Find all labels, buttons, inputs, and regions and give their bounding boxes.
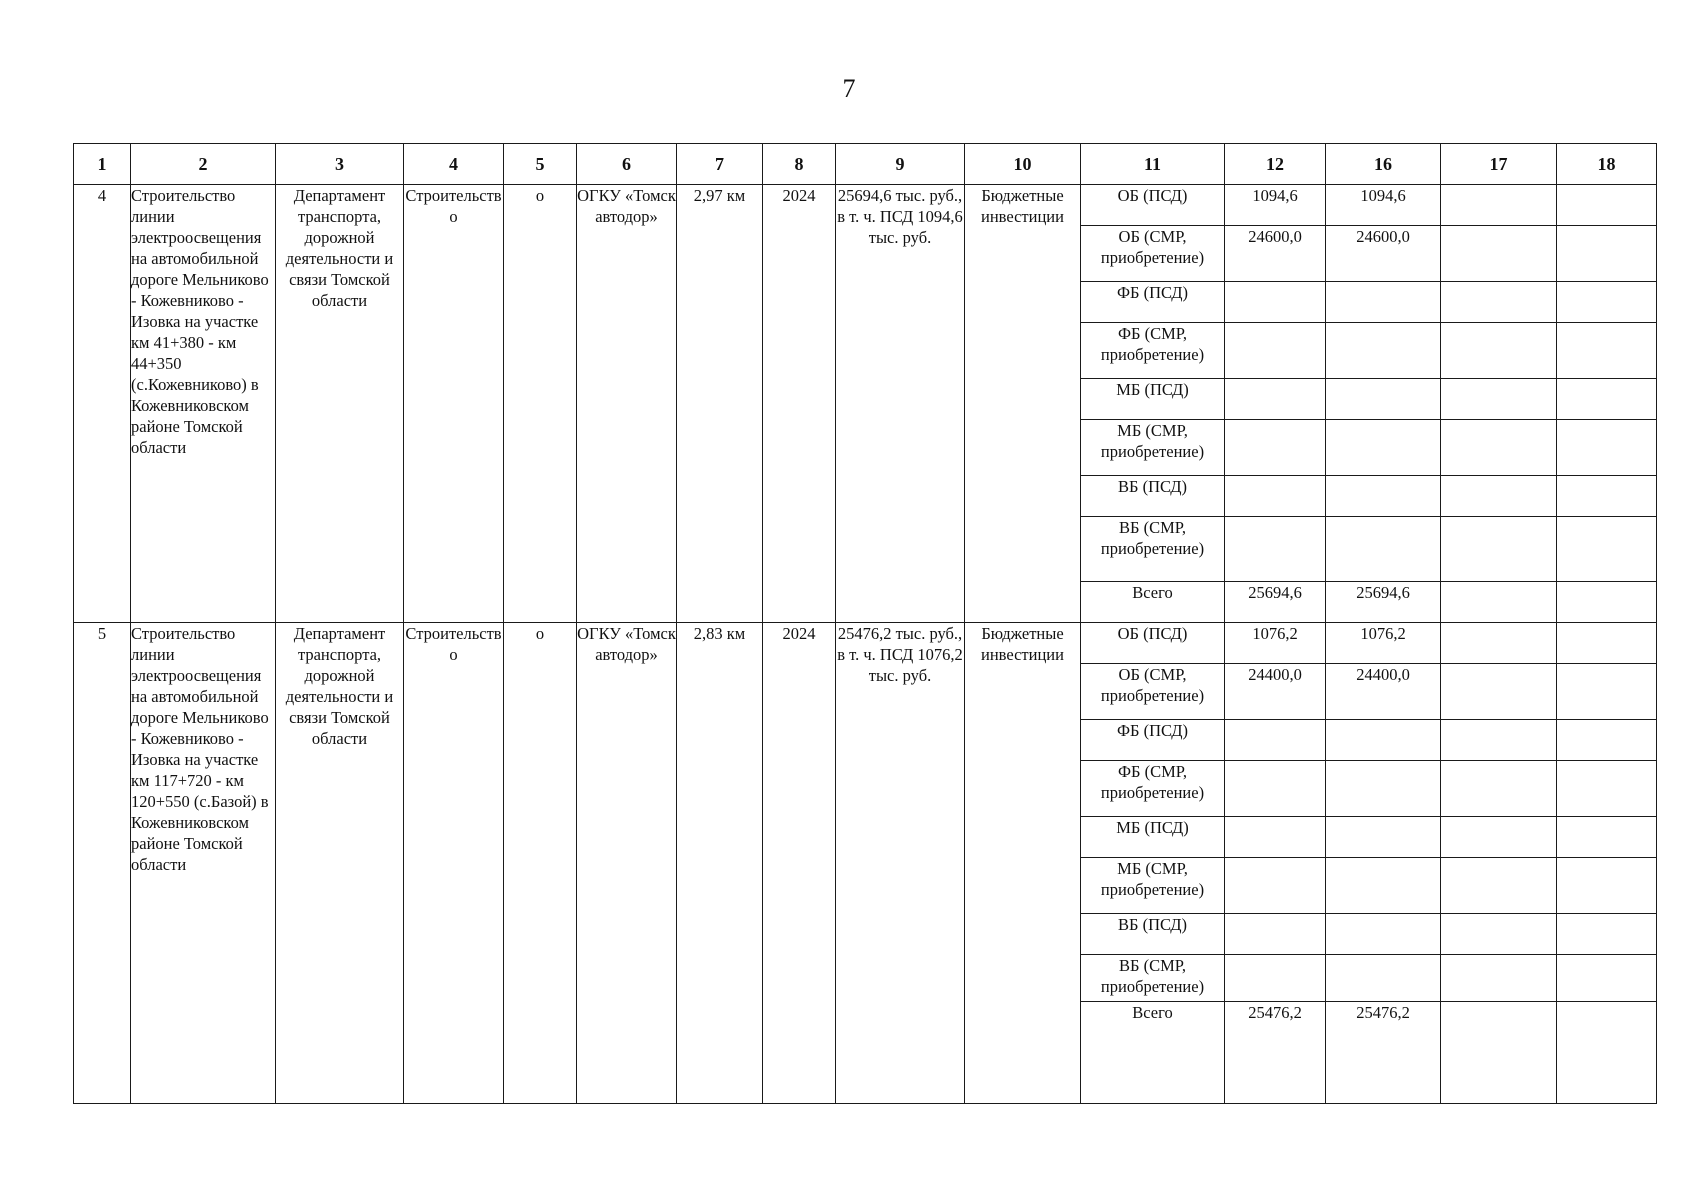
funding-source: ОБ (ПСД) xyxy=(1081,623,1225,664)
funding-total-18 xyxy=(1557,1002,1657,1104)
funding-value-17 xyxy=(1441,623,1557,664)
row-number: 5 xyxy=(74,623,131,1104)
funding-value-12: 1094,6 xyxy=(1225,185,1326,226)
funding-value-17 xyxy=(1441,858,1557,914)
column-header: 5 xyxy=(504,144,577,185)
object-name: Строительство линии электроосвещения на автомобильной дороге Мельниково - Кожевниково - Изовка на участке км 41+380 - км 44+350 (с.Кожевниково) в Кожевниковском районе Томской области xyxy=(131,185,276,623)
funding-value-18 xyxy=(1557,623,1657,664)
funding-value-18 xyxy=(1557,323,1657,379)
funding-value-16 xyxy=(1326,420,1441,476)
year: 2024 xyxy=(763,185,836,623)
funding-value-17 xyxy=(1441,476,1557,517)
funding-value-17 xyxy=(1441,323,1557,379)
funding-value-18 xyxy=(1557,420,1657,476)
funding-source: ФБ (ПСД) xyxy=(1081,720,1225,761)
funding-source: МБ (ПСД) xyxy=(1081,379,1225,420)
funding-total-18 xyxy=(1557,582,1657,623)
funding-value-17 xyxy=(1441,282,1557,323)
column-header: 2 xyxy=(131,144,276,185)
column-header: 1 xyxy=(74,144,131,185)
funding-total-12: 25694,6 xyxy=(1225,582,1326,623)
investment-type: Бюджетные инвестиции xyxy=(965,185,1081,623)
funding-source: ВБ (ПСД) xyxy=(1081,914,1225,955)
column-header: 11 xyxy=(1081,144,1225,185)
funding-total-label: Всего xyxy=(1081,1002,1225,1104)
table-row xyxy=(74,623,1657,664)
department: Департамент транспорта, дорожной деятельности и связи Томской области xyxy=(276,185,404,623)
column-header: 9 xyxy=(836,144,965,185)
funding-value-16 xyxy=(1326,323,1441,379)
funding-value-18 xyxy=(1557,379,1657,420)
column-header: 16 xyxy=(1326,144,1441,185)
funding-value-17 xyxy=(1441,720,1557,761)
customer: ОГКУ «Томскавтодор» xyxy=(577,185,677,623)
funding-value-17 xyxy=(1441,226,1557,282)
funding-value-18 xyxy=(1557,226,1657,282)
funding-value-12: 1076,2 xyxy=(1225,623,1326,664)
funding-value-18 xyxy=(1557,858,1657,914)
funding-source: ФБ (СМР, приобретение) xyxy=(1081,323,1225,379)
customer: ОГКУ «Томскавтодор» xyxy=(577,623,677,1104)
funding-source: ОБ (СМР, приобретение) xyxy=(1081,226,1225,282)
funding-value-18 xyxy=(1557,761,1657,817)
funding-total-12: 25476,2 xyxy=(1225,1002,1326,1104)
funding-value-12 xyxy=(1225,323,1326,379)
funding-total-17 xyxy=(1441,1002,1557,1104)
funding-value-17 xyxy=(1441,955,1557,1002)
funding-value-12 xyxy=(1225,817,1326,858)
column-header: 7 xyxy=(677,144,763,185)
funding-value-16 xyxy=(1326,955,1441,1002)
funding-value-17 xyxy=(1441,664,1557,720)
row-number: 4 xyxy=(74,185,131,623)
column-header: 18 xyxy=(1557,144,1657,185)
funding-value-18 xyxy=(1557,282,1657,323)
funding-value-18 xyxy=(1557,517,1657,582)
funding-source: МБ (СМР, приобретение) xyxy=(1081,420,1225,476)
funding-value-18 xyxy=(1557,817,1657,858)
funding-value-18 xyxy=(1557,955,1657,1002)
col5-value: о xyxy=(504,623,577,1104)
column-header: 8 xyxy=(763,144,836,185)
funding-value-12 xyxy=(1225,476,1326,517)
table-row xyxy=(74,185,1657,226)
length: 2,83 км xyxy=(677,623,763,1104)
funding-value-12 xyxy=(1225,282,1326,323)
funding-value-16 xyxy=(1326,517,1441,582)
funding-value-12 xyxy=(1225,858,1326,914)
funding-value-16: 24400,0 xyxy=(1326,664,1441,720)
funding-value-12 xyxy=(1225,914,1326,955)
department: Департамент транспорта, дорожной деятельности и связи Томской области xyxy=(276,623,404,1104)
funding-value-18 xyxy=(1557,720,1657,761)
funding-value-16 xyxy=(1326,761,1441,817)
funding-value-17 xyxy=(1441,185,1557,226)
funding-value-16 xyxy=(1326,720,1441,761)
column-header: 4 xyxy=(404,144,504,185)
funding-value-16 xyxy=(1326,858,1441,914)
funding-value-12 xyxy=(1225,955,1326,1002)
funding-value-16 xyxy=(1326,817,1441,858)
funding-source: ВБ (СМР, приобретение) xyxy=(1081,517,1225,582)
header-row xyxy=(74,144,1657,185)
funding-total-16: 25476,2 xyxy=(1326,1002,1441,1104)
funding-value-16: 24600,0 xyxy=(1326,226,1441,282)
funding-value-12 xyxy=(1225,761,1326,817)
funding-value-16 xyxy=(1326,914,1441,955)
column-header: 17 xyxy=(1441,144,1557,185)
object-name: Строительство линии электроосвещения на автомобильной дороге Мельниково - Кожевниково - Изовка на участке км 117+720 - км 120+550 (с.Базой) в Кожевниковском районе Томской области xyxy=(131,623,276,1104)
investment-type: Бюджетные инвестиции xyxy=(965,623,1081,1104)
funding-source: ВБ (СМР, приобретение) xyxy=(1081,955,1225,1002)
funding-value-17 xyxy=(1441,379,1557,420)
funding-value-18 xyxy=(1557,185,1657,226)
cost: 25694,6 тыс. руб., в т. ч. ПСД 1094,6 тыс. руб. xyxy=(836,185,965,623)
work-type: Строительство xyxy=(404,185,504,623)
funding-value-16 xyxy=(1326,379,1441,420)
funding-value-17 xyxy=(1441,517,1557,582)
funding-source: ФБ (ПСД) xyxy=(1081,282,1225,323)
funding-value-17 xyxy=(1441,914,1557,955)
funding-value-17 xyxy=(1441,817,1557,858)
funding-value-12 xyxy=(1225,517,1326,582)
funding-value-17 xyxy=(1441,761,1557,817)
funding-value-17 xyxy=(1441,420,1557,476)
column-header: 12 xyxy=(1225,144,1326,185)
cost: 25476,2 тыс. руб., в т. ч. ПСД 1076,2 тыс. руб. xyxy=(836,623,965,1104)
funding-total-16: 25694,6 xyxy=(1326,582,1441,623)
funding-value-12 xyxy=(1225,420,1326,476)
funding-value-18 xyxy=(1557,664,1657,720)
funding-value-18 xyxy=(1557,476,1657,517)
funding-total-label: Всего xyxy=(1081,582,1225,623)
funding-value-12 xyxy=(1225,379,1326,420)
page-number: 7 xyxy=(842,74,856,103)
funding-source: ВБ (ПСД) xyxy=(1081,476,1225,517)
column-header: 6 xyxy=(577,144,677,185)
year: 2024 xyxy=(763,623,836,1104)
funding-source: ОБ (СМР, приобретение) xyxy=(1081,664,1225,720)
column-header: 10 xyxy=(965,144,1081,185)
funding-source: ОБ (ПСД) xyxy=(1081,185,1225,226)
funding-total-17 xyxy=(1441,582,1557,623)
funding-value-16 xyxy=(1326,282,1441,323)
funding-value-12: 24400,0 xyxy=(1225,664,1326,720)
funding-value-16 xyxy=(1326,476,1441,517)
length: 2,97 км xyxy=(677,185,763,623)
investment-table xyxy=(73,143,1657,1104)
funding-value-16: 1076,2 xyxy=(1326,623,1441,664)
funding-source: ФБ (СМР, приобретение) xyxy=(1081,761,1225,817)
work-type: Строительство xyxy=(404,623,504,1104)
funding-value-12: 24600,0 xyxy=(1225,226,1326,282)
funding-value-18 xyxy=(1557,914,1657,955)
funding-source: МБ (ПСД) xyxy=(1081,817,1225,858)
funding-value-16: 1094,6 xyxy=(1326,185,1441,226)
funding-source: МБ (СМР, приобретение) xyxy=(1081,858,1225,914)
col5-value: о xyxy=(504,185,577,623)
funding-value-12 xyxy=(1225,720,1326,761)
column-header: 3 xyxy=(276,144,404,185)
